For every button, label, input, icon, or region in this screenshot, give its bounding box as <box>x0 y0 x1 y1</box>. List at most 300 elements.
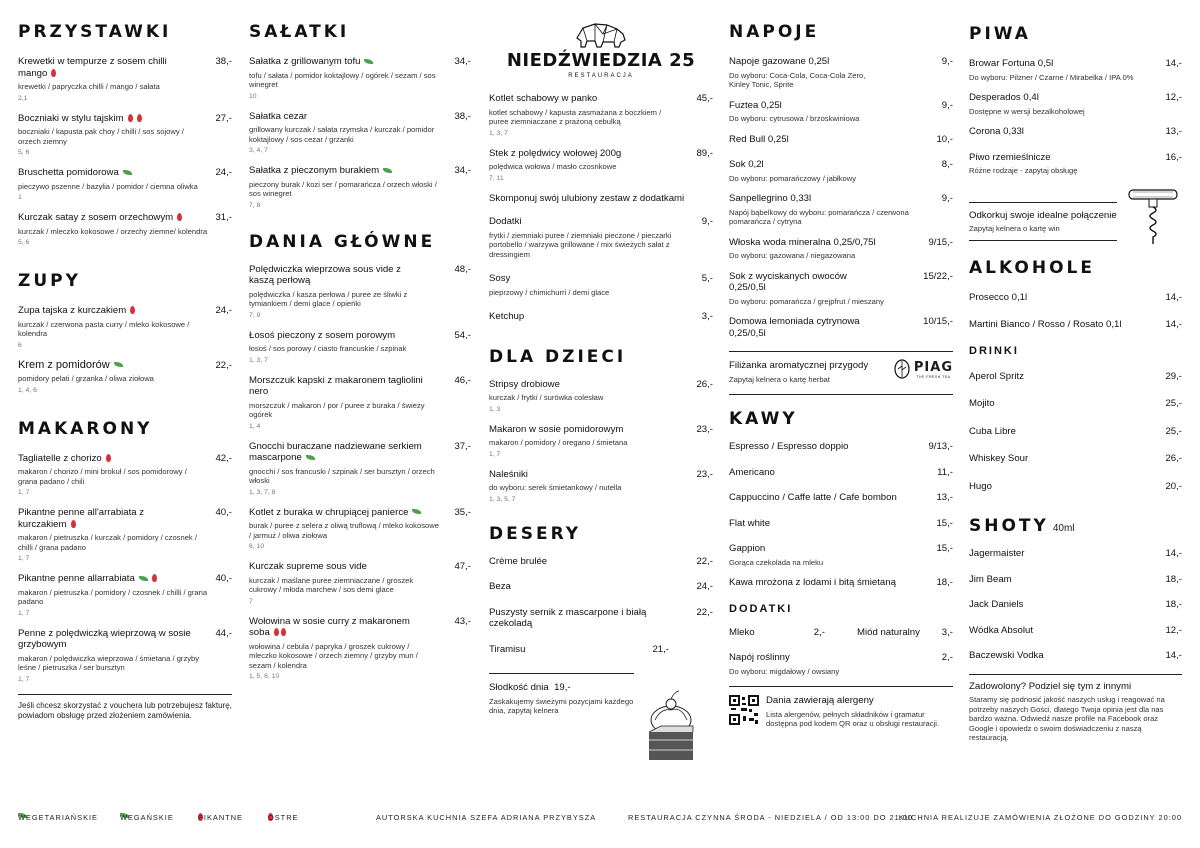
legend-label: PIKANTNE <box>198 813 243 822</box>
menu-item <box>969 398 1182 410</box>
item-name: Browar Fortuna 0,5l <box>969 58 1054 69</box>
menu-item <box>489 424 713 459</box>
item-allergens: 1 <box>18 194 22 201</box>
item-price: 22,- <box>215 359 232 371</box>
item-price: 44,- <box>215 627 232 639</box>
item-name: Puszysty sernik z mascarpone i białą czekoladą <box>489 606 647 629</box>
item-price: 16,- <box>1165 151 1182 163</box>
item-allergens: 1, 7 <box>18 609 30 617</box>
menu-item <box>969 152 1182 176</box>
item-allergens: 10 <box>249 92 257 100</box>
item-allergens: 3, 4, 7 <box>249 147 268 154</box>
item-allergens: 5, 6 <box>18 149 30 156</box>
menu-item <box>249 56 471 101</box>
menu-item <box>729 652 953 676</box>
section-title-shoty: SHOTY <box>969 516 1049 536</box>
item-name: Sosy <box>489 273 511 284</box>
item-name: Krem z pomidorów <box>18 358 110 371</box>
item-allergens: 1, 3, 7 <box>489 129 508 137</box>
menu-item <box>969 599 1182 611</box>
item-name: Łosoś pieczony z sosem porowym <box>249 329 396 341</box>
legend-label: OSTRE <box>268 813 299 822</box>
item-price: 13,- <box>1165 126 1182 137</box>
section-title-alkohole: ALKOHOLE <box>969 257 1095 278</box>
item-name: Aperol Spritz <box>969 370 1024 382</box>
item-price: 46,- <box>454 374 471 386</box>
item-name: Stek z polędwicy wołowej 200g <box>489 147 622 159</box>
item-price: 43,- <box>454 615 471 627</box>
item-name: Penne z polędwiczką wieprzową w sosie grzybowym <box>18 627 191 650</box>
item-name: Hugo <box>969 480 992 492</box>
menu-item <box>489 216 713 259</box>
menu-item <box>249 111 471 156</box>
divider <box>729 686 953 687</box>
item-price: 22,- <box>696 606 713 618</box>
menu-item <box>489 644 713 656</box>
chili-icon <box>274 628 279 636</box>
allergen-desc: Lista alergenów, pełnych składników i gramatur dostępna pod kodem QR oraz u obsługi restauracji. <box>766 709 940 728</box>
menu-item <box>969 292 1182 304</box>
menu-item <box>969 426 1182 438</box>
item-name: Morszczuk kapski z makaronem tagliolini nero <box>249 374 423 397</box>
item-price: 9,- <box>941 99 953 111</box>
item-name: Tiramisu <box>489 643 526 655</box>
item-price: 13,- <box>936 492 953 503</box>
menu-item <box>969 58 1182 82</box>
item-price: 10/15,- <box>923 316 953 327</box>
item-price: 22,- <box>696 555 713 567</box>
cake-illustration <box>641 690 701 770</box>
section-title-makarony: MAKARONY <box>18 418 153 439</box>
item-price: 25,- <box>1165 425 1182 437</box>
item-price: 35,- <box>454 506 471 518</box>
item-desc: grillowany kurczak / sałata rzymska / kurczak / pomidor koktajlowy / sos cezar / grzanki <box>249 125 435 144</box>
item-name: Włoska woda mineralna 0,25/0,75l <box>729 236 876 248</box>
item-name: Sanpellegrino 0,33l <box>729 193 812 204</box>
item-name: Crème brulée <box>489 555 548 567</box>
item-name: Desperados 0,4l <box>969 92 1039 103</box>
chili-icon <box>137 114 142 122</box>
item-desc: Do wyboru: pomarańczowy / jabłkowy <box>729 173 857 183</box>
piag-logo <box>893 358 953 380</box>
item-name: Dodatki <box>489 216 522 227</box>
menu-item <box>249 561 471 606</box>
item-price: 2,- <box>813 626 825 638</box>
item-name: Espresso / Espresso doppio <box>729 441 849 452</box>
item-name: Gappion <box>729 543 766 554</box>
item-desc: Dostępne w wersji bezalkoholowej <box>969 106 1085 116</box>
item-desc: frytki / ziemniaki puree / ziemniaki pieczone / pieczarki portobello / warzywa grillowane / mix świeżych sałat z dressingiem <box>489 230 672 259</box>
feedback-title: Zadowolony? Podziel się tym z innymi <box>969 680 1132 692</box>
chili-icon <box>106 454 111 462</box>
feedback-desc: Staramy się podnosić jakość naszych usług i reagować na potrzeby naszych Gości, dlatego Twoja opinia jest dla nas bardzo ważna. Odwiedź nasze profile na Facebook oraz Google i opowiedz o swoim doświadczeniu z naszą restauracją. <box>969 695 1165 742</box>
item-price: 9,- <box>941 56 953 67</box>
feedback-promo <box>969 681 1182 743</box>
menu-item <box>249 165 471 210</box>
item-allergens: 1, 4, 6 <box>18 386 37 394</box>
corkscrew-icon <box>1127 186 1179 248</box>
item-name: Pikantne penne all'arrabiata z kurczakiem <box>18 507 145 530</box>
item-name: Flat white <box>729 517 771 529</box>
leaf-icon <box>306 455 315 460</box>
footer-kitchen: KUCHNIA REALIZUJE ZAMÓWIENIA ZŁOŻONE DO GODZINY 20:00 <box>898 813 1182 822</box>
item-price: 14,- <box>1165 291 1182 303</box>
item-desc: tofu / sałata / pomidor koktajlowy / ogórek / sezam / sos winegret <box>249 70 436 89</box>
item-desc: burak / puree z selera z oliwą truflową / mleko kokosowe / jarmuż / oliwa ziołowa <box>249 521 439 540</box>
item-price: 34,- <box>454 56 471 67</box>
legend-label: WEGETARIAŃSKIE <box>18 813 98 822</box>
menu-item <box>729 316 953 339</box>
item-price: 18,- <box>936 577 953 588</box>
item-price: 5,- <box>701 273 713 284</box>
item-desc: kurczak / maślane puree ziemniaczane / groszek cukrowy / młoda marchew / sos demi glace <box>249 575 414 594</box>
chili-icon <box>152 574 157 582</box>
leaf-logo-icon <box>893 358 911 380</box>
item-name: Cappuccino / Caffe latte / Cafe bombon <box>729 492 897 503</box>
item-name: Sok z wyciskanych owoców 0,25/0,5l <box>729 270 847 293</box>
item-name: Baczewski Vodka <box>969 650 1044 661</box>
item-desc: Do wyboru: cytrusowa / brzoskwiniowa <box>729 114 860 123</box>
item-name: Martini Bianco / Rosso / Rosato 0,1l <box>969 319 1122 330</box>
item-desc: Do wyboru: Coca-Cola, Coca-Cola Zero, Kinley Tonic, Sprite <box>729 70 866 89</box>
item-desc: pomidory pelati / grzanka / oliwa ziołowa <box>18 374 154 383</box>
item-desc: pieczywo pszenne / bazylia / pomidor / ciemna oliwka <box>18 181 198 191</box>
item-price: 14,- <box>1165 319 1182 330</box>
item-name: Słodkość dnia <box>489 682 549 693</box>
menu-item <box>729 134 953 146</box>
menu-item <box>249 616 471 682</box>
piag-sub: THE FRESH TEA <box>916 374 951 379</box>
section-title-piwa: PIWA <box>969 24 1031 44</box>
item-price: 40,- <box>215 573 232 584</box>
menu-item <box>969 126 1182 138</box>
item-desc: wołowina / cebula / papryka / groszek cukrowy / mleczko kokosowe / orzech ziemny / grzyby mun / sezam / kolendra <box>249 641 418 670</box>
item-name: Mleko <box>729 626 755 638</box>
menu-item <box>729 237 953 261</box>
item-desc: kurczak / frytki / surówka colesław <box>489 393 604 402</box>
item-allergens: 6, 10 <box>249 543 265 550</box>
divider <box>18 694 232 695</box>
item-price: 14,- <box>1165 58 1182 69</box>
piag-brand: PIAG <box>913 359 953 375</box>
menu-item <box>489 556 713 568</box>
wine-desc: Zapytaj kelnera o kartę win <box>969 224 1060 233</box>
menu-item <box>489 93 713 138</box>
section-title-dania: DANIA GŁÓWNE <box>249 231 436 252</box>
item-desc: makaron / pietruszka / pomidory / czosnek / chilli / grana padano <box>18 587 208 606</box>
item-allergens: 1, 3, 7 <box>249 356 268 364</box>
item-desc: Różne rodzaje - zapytaj obsługę <box>969 166 1078 175</box>
item-price: 23,- <box>696 468 713 480</box>
item-allergens: 7 <box>249 597 253 605</box>
section-title-przystawki: PRZYSTAWKI <box>18 22 172 42</box>
logo-title: NIEDŹWIEDZIA 25 <box>506 50 696 71</box>
item-desc: do wyboru: serek śmietankowy / nutella <box>489 483 622 492</box>
menu-item <box>969 453 1182 465</box>
drinki-title: DRINKI <box>969 344 1019 357</box>
menu-item <box>969 371 1182 383</box>
item-name: Jagermaister <box>969 548 1025 559</box>
item-allergens: 7, 9 <box>249 311 261 319</box>
leaf-icon <box>139 576 148 581</box>
menu-item <box>18 573 232 618</box>
item-desc: Do wyboru: Pilzner / Czarne / Mirabelka / IPA 0% <box>969 72 1134 82</box>
item-allergens: 1, 3, 5, 7 <box>489 495 516 503</box>
footer-hours: RESTAURACJA CZYNNA ŚRODA - NIEDZIELA / OD 13:00 DO 21:00 <box>628 813 914 822</box>
menu-item <box>729 271 953 307</box>
wine-title: Odkorkuj swoje idealne połączenie <box>969 209 1117 221</box>
logo-subtitle: RESTAURACJA <box>568 73 634 79</box>
item-price: 18,- <box>1165 573 1182 585</box>
menu-item <box>729 56 953 90</box>
item-name: Miód naturalny <box>857 626 920 638</box>
item-desc: Do wyboru: pomarańcza / grejpfrut / mieszany <box>729 296 884 306</box>
item-price: 9,- <box>941 193 953 204</box>
item-name: Makaron w sosie pomidorowym <box>489 423 624 435</box>
item-price: 12,- <box>1165 92 1182 103</box>
item-desc: kotlet schabowy / kapusta zasmażana z boczkiem / puree ziemniaczane z prażoną cebulką <box>489 107 662 126</box>
combo-title-text: Skomponuj swój ulubiony zestaw z dodatkami <box>489 192 685 204</box>
item-name: Corona 0,33l <box>969 126 1024 137</box>
menu-item <box>729 518 953 530</box>
item-allergens: 1, 4 <box>249 422 261 430</box>
menu-item <box>489 469 713 504</box>
menu-item <box>249 441 471 497</box>
menu-item <box>729 159 953 183</box>
divider <box>489 673 634 674</box>
chili-icon <box>177 213 182 221</box>
item-price: 20,- <box>1165 480 1182 492</box>
menu-item <box>18 305 232 350</box>
shoty-unit: 40ml <box>1052 523 1075 534</box>
item-desc: polędwica wołowa / masło czosnkowe <box>489 162 617 171</box>
slodkosc-dnia <box>489 682 634 716</box>
item-price: 9/13,- <box>928 441 953 452</box>
voucher-note: Jeśli chcesz skorzystać z vouchera lub potrzebujesz fakturę, powiadom obsługę przed złożeniem zamówienia. <box>18 700 232 720</box>
dodatki-row <box>729 627 953 639</box>
section-title-desery: DESERY <box>489 523 582 544</box>
item-name: Mojito <box>969 398 995 409</box>
item-price: 27,- <box>215 112 232 124</box>
menu-item <box>18 212 232 247</box>
leaf-icon <box>123 170 132 175</box>
legend-label: WEGAŃSKIE <box>120 813 174 822</box>
item-name: Pikantne penne allarrabiata <box>18 573 135 584</box>
wine-promo <box>969 210 1129 234</box>
item-desc: makaron / chorizo / mini brokuł / sos pomidorowy / grana padano / chili <box>18 467 187 486</box>
section-title-dzieci: DLA DZIECI <box>489 346 627 367</box>
menu-item <box>969 481 1182 493</box>
item-price: 45,- <box>696 93 713 104</box>
item-name: Polędwiczka wieprzowa sous vide z kaszą perłową <box>249 263 401 286</box>
menu-item <box>969 650 1182 662</box>
item-price: 10,- <box>936 133 953 145</box>
menu-item <box>489 311 713 323</box>
item-price: 14,- <box>1165 650 1182 661</box>
item-price: 47,- <box>454 561 471 572</box>
menu-item <box>729 577 953 589</box>
divider <box>969 202 1117 203</box>
item-price: 37,- <box>454 440 471 452</box>
item-price: 3,- <box>701 311 713 322</box>
chili-icon <box>51 69 56 77</box>
item-name: Ketchup <box>489 311 525 322</box>
combo-title <box>489 193 713 205</box>
menu-item <box>969 548 1182 560</box>
item-name: Kurczak supreme sous vide <box>249 561 367 572</box>
item-price: 29,- <box>1165 370 1182 382</box>
menu-item <box>969 92 1182 116</box>
menu-item <box>729 543 953 567</box>
section-title-salatki: SAŁATKI <box>249 22 350 42</box>
item-name: Napoje gazowane 0,25l <box>729 56 830 67</box>
menu-item <box>249 264 471 320</box>
item-desc: pieprzowy / chimichurri / demi glace <box>489 287 610 297</box>
item-name: Beza <box>489 581 511 592</box>
item-desc: Napój bąbelkowy do wyboru: pomarańcza / czerwona pomarańcza / cytryna <box>729 207 909 226</box>
item-desc: gnocchi / sos francuski / szpinak / ser bursztyn / orzech włoski <box>249 466 435 485</box>
item-name: Wódka Absolut <box>969 624 1033 636</box>
item-name: Fuztea 0,25l <box>729 99 782 111</box>
item-name: Stripsy drobiowe <box>489 378 560 390</box>
item-price: 9,- <box>701 216 713 227</box>
item-name: Cuba Libre <box>969 425 1016 437</box>
menu-item <box>969 625 1182 637</box>
menu-item <box>729 467 953 479</box>
chili-icon <box>71 520 76 528</box>
allergen-title: Dania zawierają alergeny <box>766 695 874 706</box>
item-name: Napój roślinny <box>729 652 790 663</box>
menu-item <box>249 330 471 365</box>
item-desc: makaron / polędwiczka wieprzowa / śmietana / grzyby leśne / pietruszka / ser bursztyn <box>18 653 200 672</box>
item-price: 8,- <box>941 159 953 170</box>
item-desc: Gorąca czekolada na mleku <box>729 557 824 567</box>
item-name: Bruschetta pomidorowa <box>18 167 119 178</box>
item-price: 12,- <box>1165 624 1182 636</box>
item-allergens: 7, 11 <box>489 174 504 182</box>
menu-item <box>18 360 232 395</box>
item-name: Jack Daniels <box>969 599 1024 610</box>
item-name: Sałatka z pieczonym burakiem <box>249 165 380 176</box>
item-desc: Do wyboru: gazowana / niegazowana <box>729 251 856 260</box>
qr-code-icon <box>729 695 759 725</box>
menu-item <box>249 375 471 431</box>
menu-item <box>729 100 953 124</box>
item-price: 26,- <box>1165 453 1182 464</box>
item-price: 19,- <box>554 682 571 693</box>
dodatki-title: DODATKI <box>729 602 793 615</box>
item-price: 48,- <box>454 263 471 275</box>
allergen-info <box>729 695 953 729</box>
menu-item <box>18 113 232 158</box>
item-price: 40,- <box>215 507 232 518</box>
bear-icon <box>573 20 629 50</box>
menu-item <box>969 574 1182 586</box>
item-desc: kurczak / czerwona pasta curry / mleko kokosowe / kolendra <box>18 319 190 338</box>
item-price: 3,- <box>941 626 953 638</box>
column-3 <box>489 20 713 716</box>
item-name: Kurczak satay z sosem orzechowym <box>18 212 174 223</box>
item-desc: boczniaki / kapusta pak choy / chilli / sos sojowy / orzech ziemny <box>18 127 184 146</box>
leaf-icon <box>412 509 421 514</box>
divider <box>729 394 953 395</box>
menu-item <box>18 167 232 202</box>
chili-icon <box>130 306 135 314</box>
chili-icon <box>128 114 133 122</box>
item-price: 24,- <box>215 305 232 316</box>
item-allergens: 1, 7 <box>18 675 30 683</box>
item-price: 15/22,- <box>923 270 953 282</box>
menu-item <box>729 193 953 227</box>
item-name: Sałatka z grillowanym tofu <box>249 56 361 67</box>
item-price: 18,- <box>1165 599 1182 610</box>
item-price: 24,- <box>696 581 713 592</box>
section-title-napoje: NAPOJE <box>729 22 820 42</box>
item-price: 42,- <box>215 452 232 464</box>
chili-icon <box>281 628 286 636</box>
item-name: Kawa mrożona z lodami i bitą śmietaną <box>729 577 896 588</box>
section-title-kawy: KAWY <box>729 409 798 429</box>
menu-item <box>18 56 232 103</box>
item-allergens: 5, 6 <box>18 239 30 246</box>
item-allergens: 6 <box>18 341 22 349</box>
tea-promo <box>729 360 953 390</box>
logo <box>489 20 713 79</box>
menu-item <box>489 148 713 183</box>
column-5 <box>969 24 1182 743</box>
item-name: Piwo rzemieślnicze <box>969 151 1051 163</box>
item-price: 38,- <box>215 56 232 67</box>
item-name: Tagliatelle z chorizo <box>18 452 102 464</box>
divider <box>969 240 1117 241</box>
section-title-zupy: ZUPY <box>18 271 81 291</box>
item-price: 54,- <box>454 329 471 341</box>
menu-item <box>729 441 953 453</box>
item-allergens: 7, 8 <box>249 201 261 209</box>
item-allergens: 1, 5, 6, 10 <box>249 673 280 680</box>
item-price: 38,- <box>454 110 471 122</box>
item-name: Whiskey Sour <box>969 453 1029 464</box>
item-price: 23,- <box>696 423 713 435</box>
item-name: Krewetki w tempurze z sosem chilli mango <box>18 56 167 79</box>
item-name: Boczniaki w stylu tajskim <box>18 112 124 124</box>
menu-item <box>489 273 713 297</box>
menu-item <box>489 581 713 593</box>
item-desc: krewetki / papryczka chilli / mango / sałata <box>18 82 160 91</box>
item-allergens: 1, 7 <box>489 450 501 458</box>
item-name: Naleśniki <box>489 468 528 480</box>
item-name: Sok 0,2l <box>729 159 764 170</box>
item-name: Zupa tajska z kurczakiem <box>18 305 127 316</box>
item-desc: Zaskakujemy świeżymi pozycjami każdego dnia, zapytaj kelnera <box>489 696 634 715</box>
footer <box>0 813 1200 827</box>
tea-title: Filiżanka aromatycznej przygody <box>729 360 869 371</box>
item-allergens: 1, 7 <box>18 555 30 562</box>
item-desc: makaron / pietruszka / kurczak / pomidory / czosnek / chilli / grana padano <box>18 533 197 552</box>
item-desc: łosoś / sos porowy / ciasto francuskie / szpinak <box>249 344 407 353</box>
menu-item <box>729 492 953 504</box>
menu-item <box>489 607 713 630</box>
item-name: Gnocchi buraczane nadziewane serkiem mascarpone <box>249 440 422 463</box>
item-name: Domowa lemoniada cytrynowa 0,25/0,5l <box>729 316 860 339</box>
menu-item <box>18 507 232 563</box>
item-name: Prosecco 0,1l <box>969 291 1028 303</box>
item-price: 21,- <box>652 643 669 655</box>
menu-item <box>969 319 1182 331</box>
item-desc: polędwiczka / kasza perłowa / puree ze śliwki z tymiankiem / demi glace / opieńki <box>249 289 408 308</box>
item-price: 15,- <box>936 517 953 529</box>
leaf-icon <box>114 362 123 367</box>
